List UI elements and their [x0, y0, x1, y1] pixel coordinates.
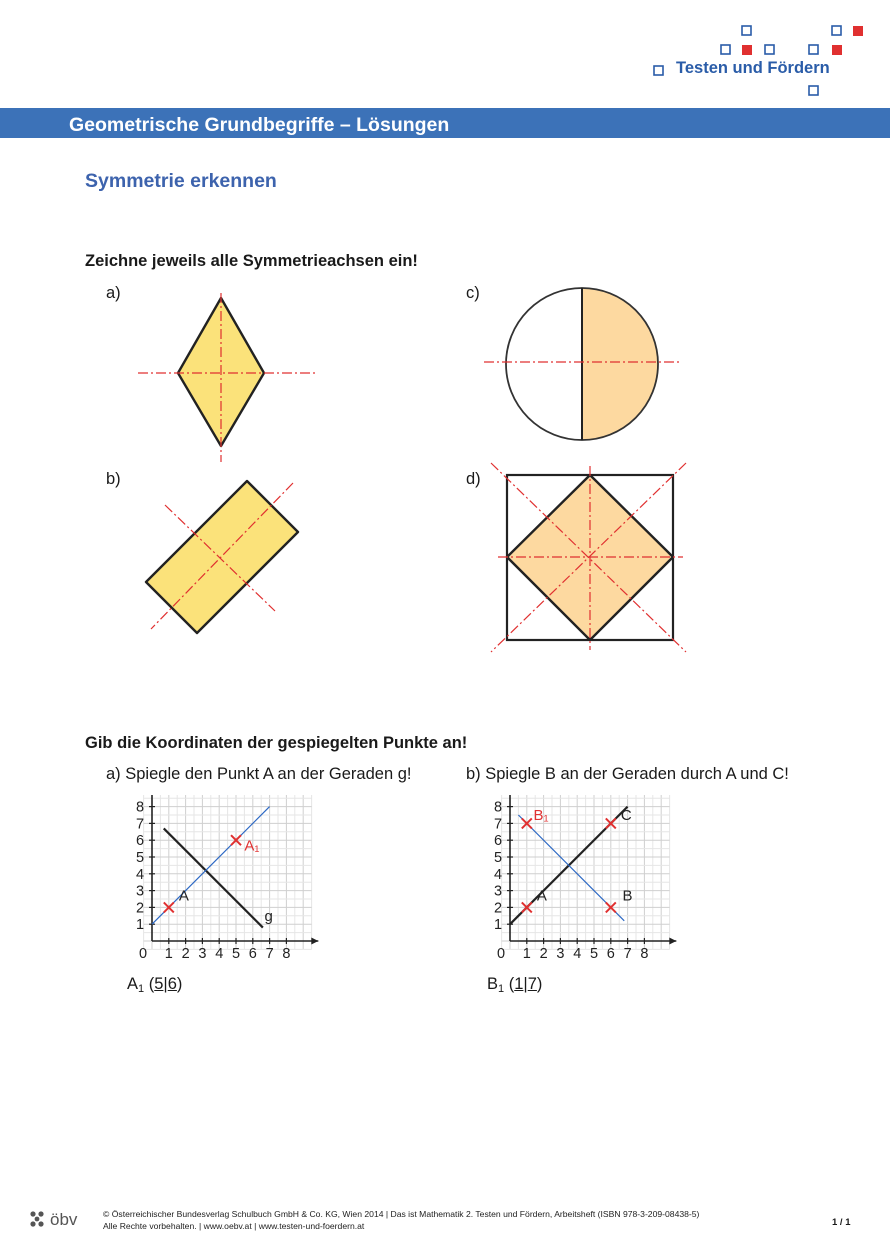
rectangle-shape: [146, 481, 298, 633]
x-tick-label: 6: [606, 946, 615, 962]
y-tick-label: 8: [494, 799, 503, 816]
page-number: 1 / 1: [832, 1217, 851, 1228]
figure-circle: [480, 284, 685, 444]
page-title: Geometrische Grundbegriffe – Lösungen: [69, 114, 450, 136]
publisher-logo-icon: [30, 1211, 43, 1226]
point-label-B1: B₁: [533, 807, 549, 825]
y-tick-label: 2: [494, 900, 503, 917]
x-tick-label: 6: [248, 946, 257, 962]
y-tick-label: 3: [494, 883, 503, 900]
y-tick-label: 2: [136, 900, 145, 917]
publisher-logo-text: öbv: [50, 1210, 78, 1229]
chart-tick-labels: [136, 800, 290, 962]
x-tick-label: 5: [232, 946, 241, 962]
chart-grid: [144, 795, 312, 949]
x-tick-label: 2: [539, 946, 548, 962]
x-tick-label: 5: [590, 946, 599, 962]
x-tick-label: 0: [139, 946, 148, 962]
answer-b-y: 7: [527, 975, 537, 993]
answer-a-x: 5: [154, 975, 164, 993]
label-d: d): [466, 470, 481, 488]
publisher-logo: [28, 1208, 88, 1230]
chart-grid: [502, 795, 670, 949]
x-tick-label: 0: [497, 946, 506, 962]
y-tick-label: 4: [494, 866, 503, 883]
x-tick-label: 4: [215, 946, 224, 962]
question-a: a) Spiegle den Punkt A an der Geraden g!: [106, 765, 412, 783]
x-tick-label: 7: [623, 946, 632, 962]
figure-square: [484, 458, 694, 658]
y-tick-label: 8: [136, 799, 145, 816]
circle-shaded-half: [582, 288, 658, 440]
y-tick-label: 6: [136, 833, 145, 850]
line-label-g: g: [264, 907, 273, 925]
coordinate-chart-b: [482, 795, 682, 965]
coordinate-chart-a: [124, 795, 324, 965]
question-b: b) Spiegle B an der Geraden durch A und C!: [466, 765, 789, 783]
x-tick-label: 8: [282, 946, 291, 962]
point-label-A: A: [178, 887, 189, 905]
chart-axes: [149, 795, 319, 945]
brand-name: Testen und Fördern: [676, 59, 830, 77]
y-tick-label: 6: [494, 833, 503, 850]
figure-rectangle: [140, 470, 305, 640]
x-tick-label: 1: [164, 946, 173, 962]
footer-line-2: Alle Rechte vorbehalten. | www.oebv.at | www.testen-und-foerdern.at: [103, 1221, 365, 1231]
y-tick-label: 1: [136, 917, 145, 934]
task1-instruction: Zeichne jeweils alle Symmetrieachsen ein!: [85, 252, 418, 270]
answer-b-x: 1: [514, 975, 524, 993]
y-tick-label: 4: [136, 866, 145, 883]
chart-axes: [507, 795, 677, 945]
point-label-A: A: [536, 887, 547, 905]
label-a: a): [106, 284, 121, 302]
y-tick-label: 1: [494, 917, 503, 934]
y-tick-label: 7: [494, 816, 503, 833]
x-tick-label: 4: [573, 946, 582, 962]
answer-a: $A_1$ (5|6): [127, 975, 183, 995]
label-c: c): [466, 284, 480, 302]
y-tick-label: 3: [136, 883, 145, 900]
x-tick-label: 3: [198, 946, 207, 962]
x-axis-arrow: [669, 938, 676, 945]
x-tick-label: 3: [556, 946, 565, 962]
answer-b: $B_1$ (1|7): [487, 975, 543, 995]
task2-instruction: Gib die Koordinaten der gespiegelten Punkte an!: [85, 734, 468, 752]
x-tick-label: 8: [640, 946, 649, 962]
point-label-C: C: [620, 807, 632, 825]
y-tick-label: 7: [136, 816, 145, 833]
x-tick-label: 1: [522, 946, 531, 962]
point-label-B: B: [622, 887, 633, 905]
x-axis-arrow: [311, 938, 318, 945]
y-tick-label: 5: [136, 850, 145, 866]
section-title: Symmetrie erkennen: [85, 170, 277, 192]
label-b: b): [106, 470, 121, 488]
y-tick-label: 5: [494, 850, 503, 866]
x-tick-label: 7: [265, 946, 274, 962]
answer-a-y: 6: [167, 975, 177, 993]
footer-copyright: [103, 1208, 699, 1232]
footer-line-1: © Österreichischer Bundesverlag Schulbuch GmbH & Co. KG, Wien 2014 | Das ist Mathematik 2. Testen und Fördern, Arbeitsheft (ISBN 978-3-209-08438-5): [103, 1209, 700, 1219]
point-label-A1: A₁: [244, 837, 260, 855]
x-tick-label: 2: [181, 946, 190, 962]
figure-rhombus: [130, 290, 325, 465]
